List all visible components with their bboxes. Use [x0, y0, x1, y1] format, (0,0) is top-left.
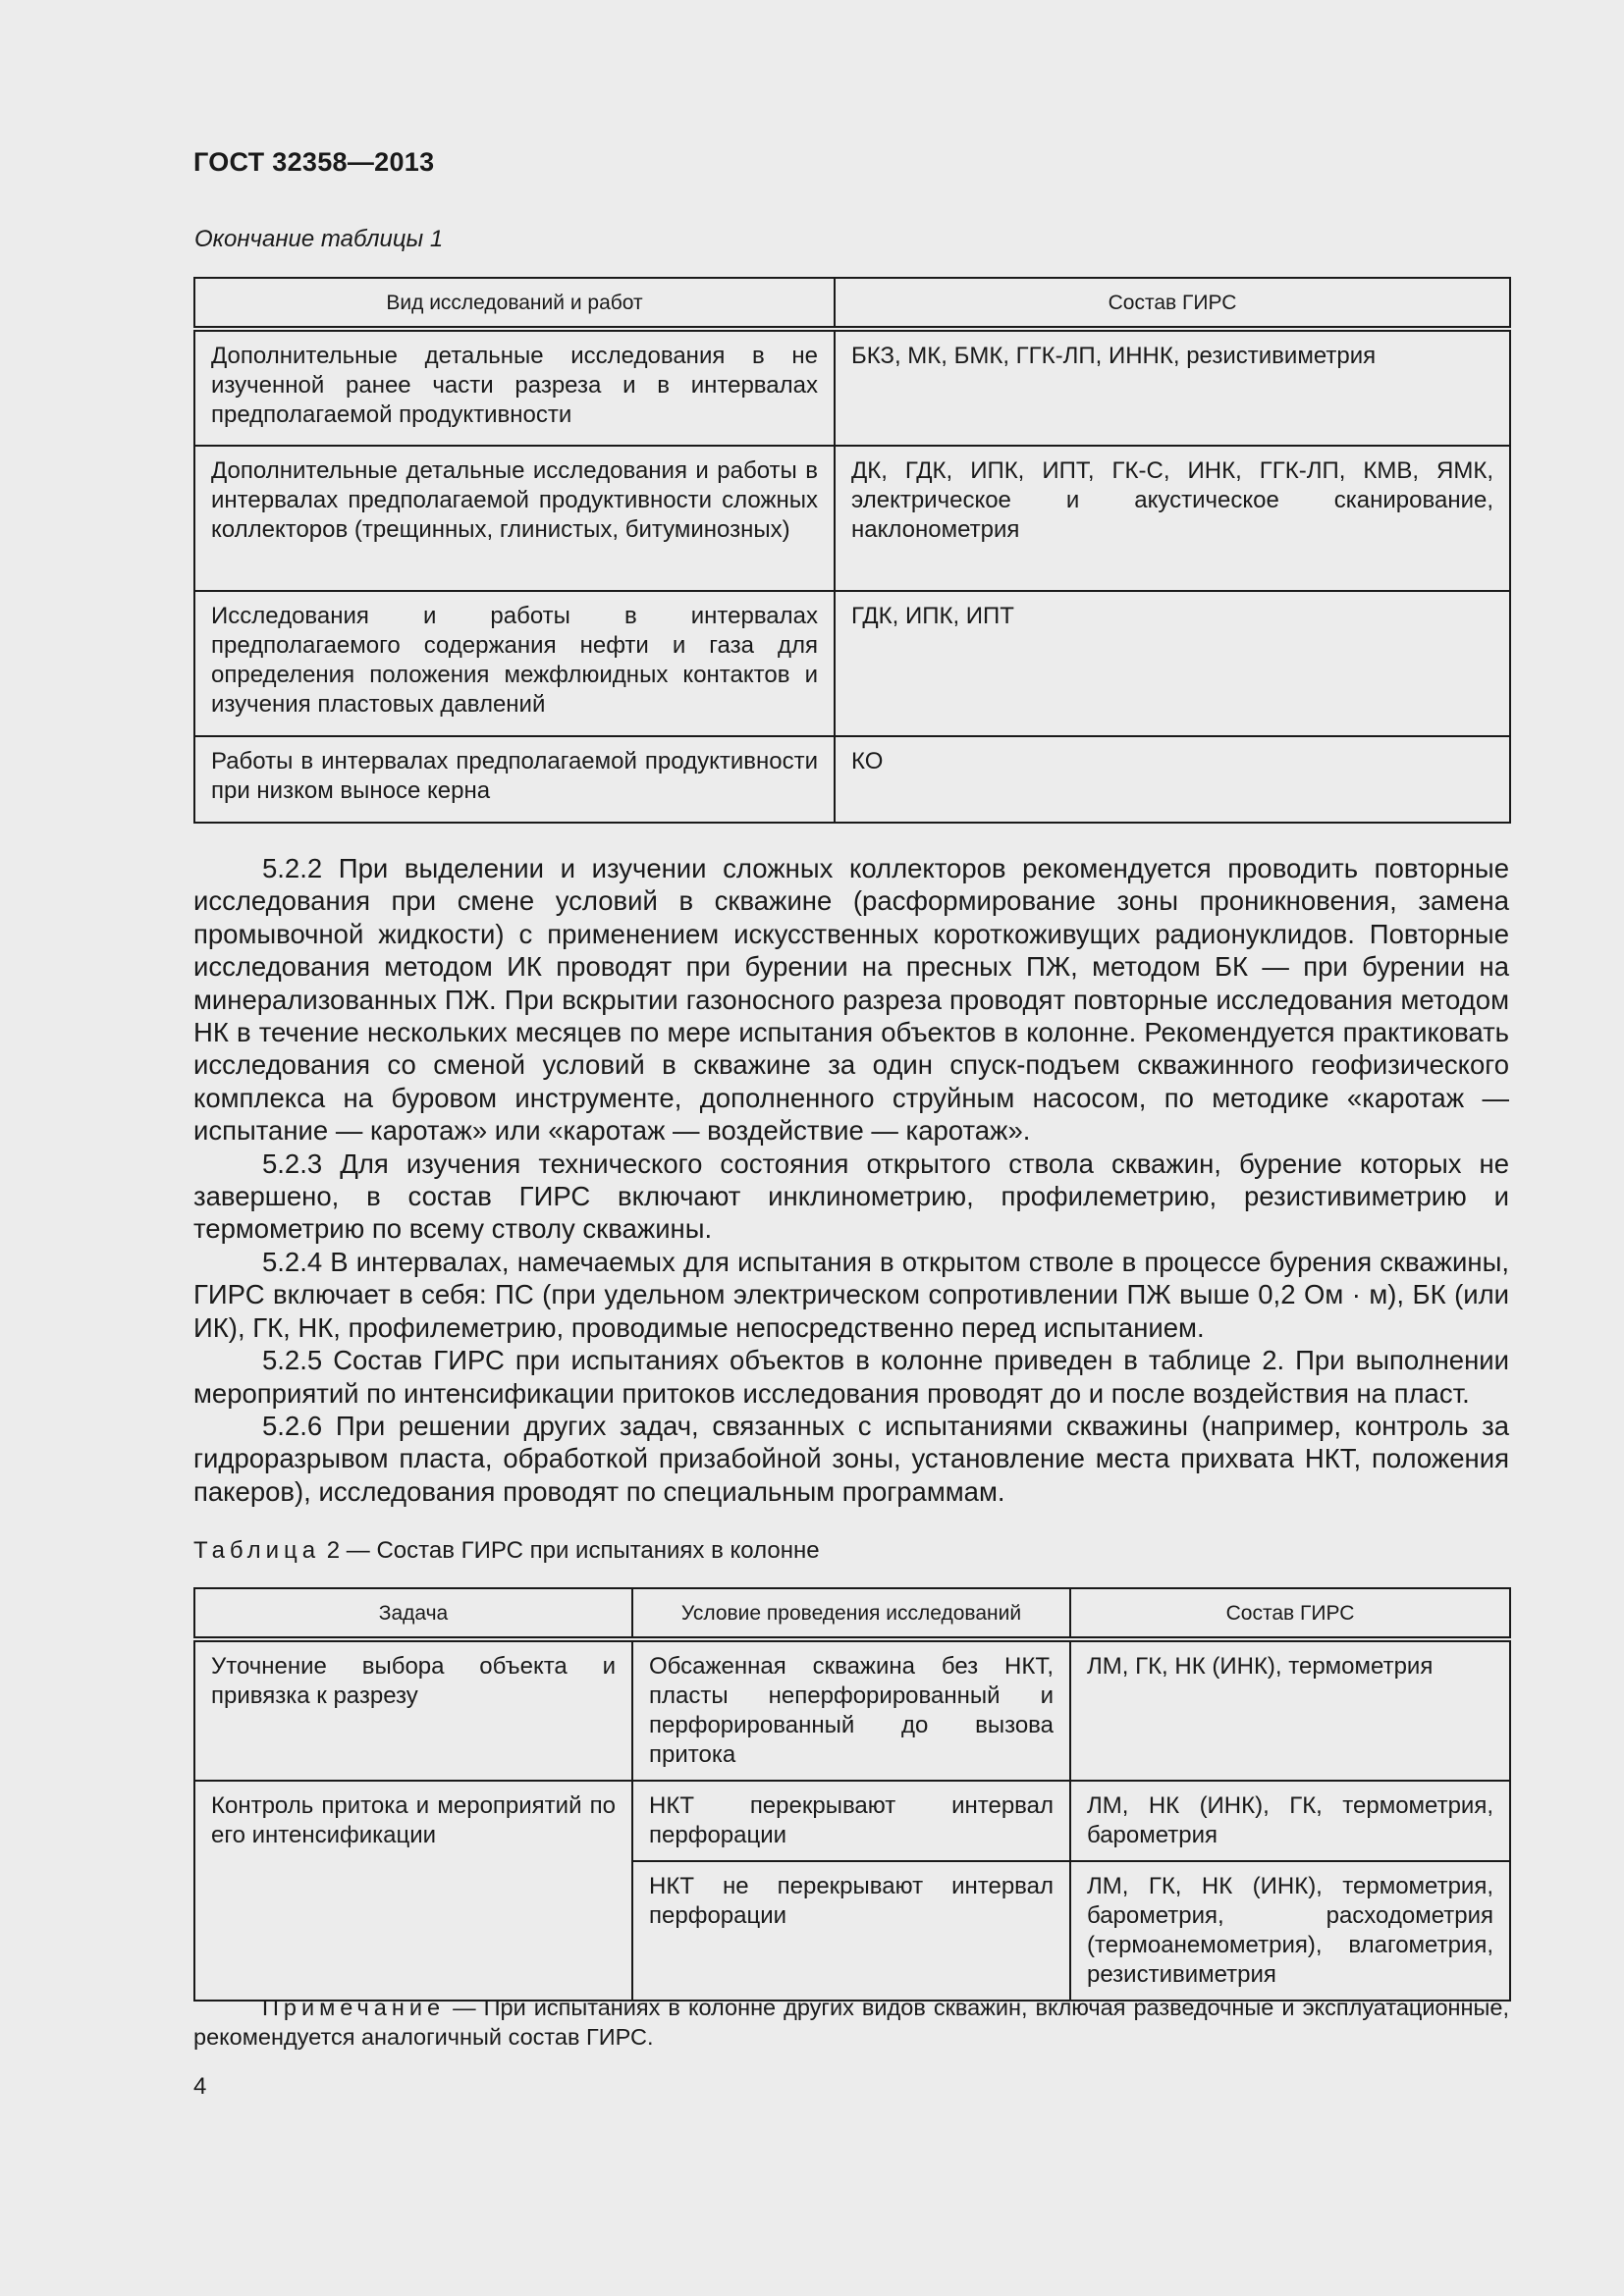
table-cell: ЛМ, НК (ИНК), ГК, термометрия, барометрия — [1070, 1781, 1510, 1861]
table2-header-row — [194, 1588, 1510, 1639]
table1-caption: Окончание таблицы 1 — [194, 226, 444, 252]
table2-caption-text: 2 — Состав ГИРС при испытаниях в колонне — [326, 1537, 820, 1564]
table-cell: Уточнение выбора объекта и привязка к разрезу — [194, 1639, 632, 1781]
table-cell: НКТ перекрывают интервал перфорации — [632, 1781, 1070, 1861]
table-row — [194, 1781, 1510, 1861]
table1-header-cell: Вид исследований и работ — [194, 278, 835, 329]
table-note — [193, 1993, 1509, 2052]
paragraph-5-2-6: 5.2.6 При решении других задач, связанных с испытаниями скважины (например, контроль за гидроразрывом пласта, обработкой призабойной зоны, установление места прихвата НКТ, положения пакеров), исследования проводят по специальным программам. — [193, 1410, 1509, 1507]
table2-caption-label: Таблица — [193, 1537, 321, 1564]
page-number: 4 — [193, 2073, 207, 2100]
table-cell: Работы в интервалах предполагаемой продуктивности при низком выносе керна — [194, 736, 835, 823]
table-row — [194, 1639, 1510, 1781]
body-text — [193, 852, 1509, 1508]
table2-caption — [193, 1537, 820, 1565]
table-cell: ЛМ, ГК, НК (ИНК), термометрия, барометрия, расходометрия (термоанемометрия), влагометрия, резистивиметрия — [1070, 1861, 1510, 2001]
table-cell: Обсаженная скважина без НКТ, пласты неперфорированный и перфорированный до вызова притока — [632, 1639, 1070, 1781]
table-cell: ДК, ГДК, ИПК, ИПТ, ГК-С, ИНК, ГГК-ЛП, КМВ, ЯМК, электрическое и акустическое сканирование, наклонометрия — [835, 446, 1510, 591]
document-header: ГОСТ 32358—2013 — [193, 147, 435, 177]
paragraph-5-2-5: 5.2.5 Состав ГИРС при испытаниях объектов в колонне приведен в таблице 2. При выполнении мероприятий по интенсификации притоков исследования проводят до и после воздействия на пласт. — [193, 1345, 1509, 1409]
table1-header-row — [194, 278, 1510, 329]
table-row — [194, 446, 1510, 591]
table-cell: Исследования и работы в интервалах предполагаемого содержания нефти и газа для определения положения межфлюидных контактов и изучения пластовых давлений — [194, 591, 835, 736]
table1 — [193, 277, 1511, 824]
table-cell: ГДК, ИПК, ИПТ — [835, 591, 1510, 736]
paragraph-5-2-3: 5.2.3 Для изучения технического состояния открытого ствола скважин, бурение которых не завершено, в состав ГИРС включают инклинометрию, профилеметрию, резистивиметрию и термометрию по всему стволу скважины. — [193, 1148, 1509, 1245]
table1-header-cell: Состав ГИРС — [835, 278, 1510, 329]
table-cell: Дополнительные детальные исследования и работы в интервалах предполагаемой продуктивности сложных коллекторов (трещинных, глинистых, битуминозных) — [194, 446, 835, 591]
table2-header-cell: Задача — [194, 1588, 632, 1639]
note-label: Примечание — [262, 1995, 446, 2020]
table-cell: Дополнительные детальные исследования в не изученной ранее части разреза и в интервалах предполагаемой продуктивности — [194, 329, 835, 446]
table-row — [194, 591, 1510, 736]
table2-header-cell: Состав ГИРС — [1070, 1588, 1510, 1639]
table-row — [194, 736, 1510, 823]
table-cell: Контроль притока и мероприятий по его интенсификации — [194, 1781, 632, 2001]
table-cell: ЛМ, ГК, НК (ИНК), термометрия — [1070, 1639, 1510, 1781]
note-text: — При испытаниях в колонне других видов скважин, включая разведочные и эксплуатационные, рекомендуется аналогичный состав ГИРС. — [193, 1995, 1509, 2050]
table2-header-cell: Условие проведения исследований — [632, 1588, 1070, 1639]
table-cell: БКЗ, МК, БМК, ГГК-ЛП, ИННК, резистивиметрия — [835, 329, 1510, 446]
table-cell: КО — [835, 736, 1510, 823]
table-cell: НКТ не перекрывают интервал перфорации — [632, 1861, 1070, 2001]
table-row — [194, 329, 1510, 446]
table2 — [193, 1587, 1511, 2002]
paragraph-5-2-4: 5.2.4 В интервалах, намечаемых для испытания в открытом стволе в процессе бурения скважины, ГИРС включает в себя: ПС (при удельном электрическом сопротивлении ПЖ выше 0,2 Ом · м), БК (или ИК), ГК, НК, профилеметрию, проводимые непосредственно перед испытанием. — [193, 1246, 1509, 1343]
paragraph-5-2-2: 5.2.2 При выделении и изучении сложных коллекторов рекомендуется проводить повторные исследования при смене условий в скважине (расформирование зоны проникновения, замена промывочной жидкости) с применением искусственных короткоживущих радионуклидов. Повторные исследования методом ИК проводят при бурении на пресных ПЖ, методом БК — при бурении на минерализованных ПЖ. При вскрытии газоносного разреза проводят повторные исследования методом НК в течение нескольких месяцев по мере испытания объектов в колонне. Рекомендуется практиковать исследования со сменой условий в скважине за один спуск-подъем скважинного геофизического комплекса на буровом инструменте, дополненного струйным насосом, по методике «каротаж — испытание — каротаж» или «каротаж — воздействие — каротаж». — [193, 853, 1509, 1147]
